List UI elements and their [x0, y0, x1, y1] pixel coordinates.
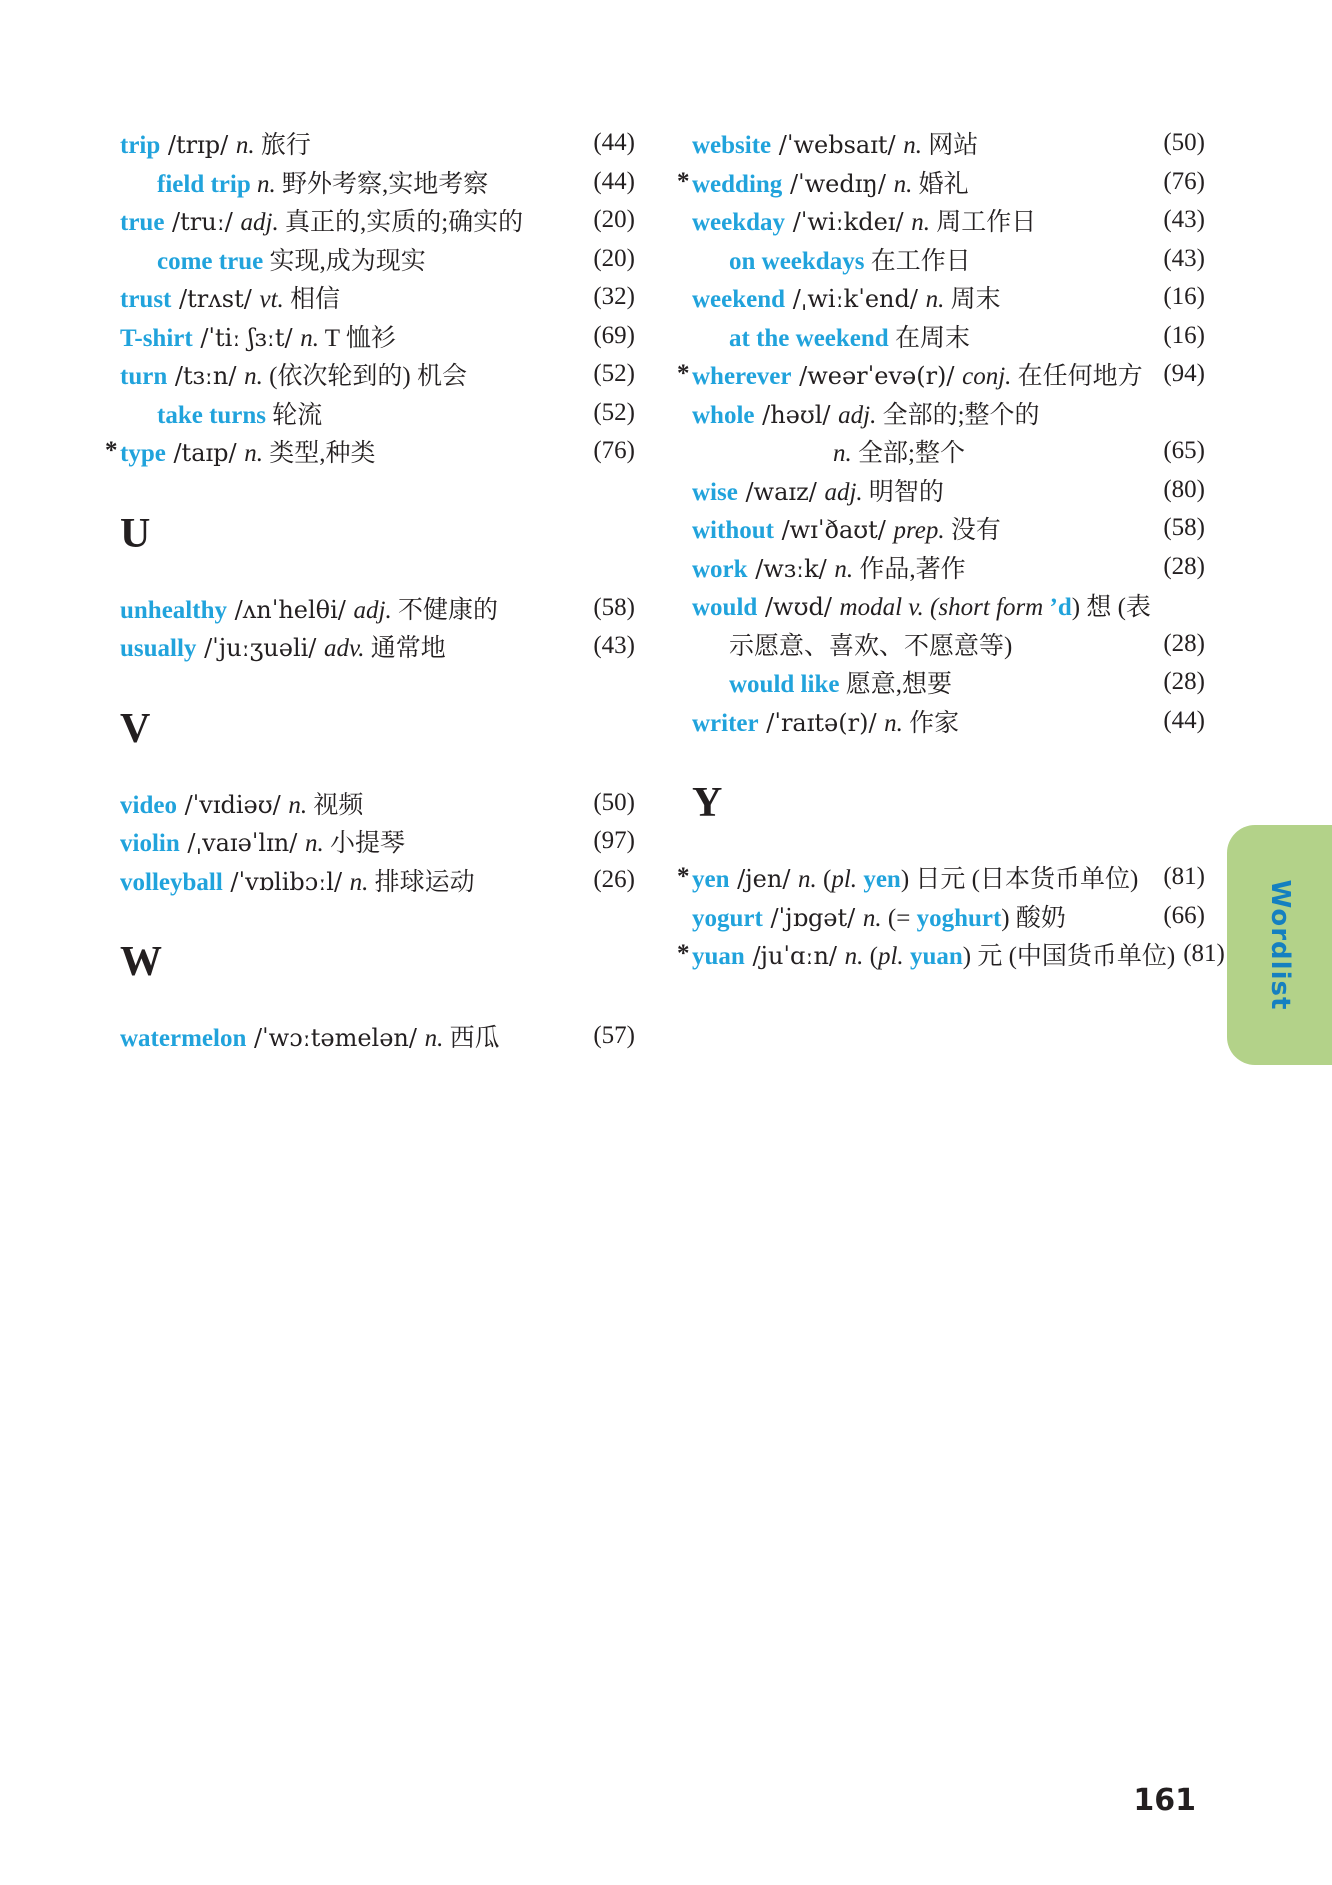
entry-text: wherever /weərˈevə(r)/ conj. 在任何地方: [692, 362, 1143, 391]
page-ref: (81): [1163, 863, 1205, 891]
wordlist-entry: [120, 784, 635, 823]
wordlist-entry: [120, 317, 635, 356]
page-ref: (32): [593, 283, 635, 311]
page-ref: (81): [1183, 940, 1225, 968]
page-ref: (16): [1163, 321, 1205, 349]
entry-text: trip /trɪp/ n. 旅行: [120, 131, 311, 160]
wordlist-entry: [120, 822, 635, 861]
asterisk-marker: *: [677, 940, 690, 968]
wordlist-entry: [105, 432, 635, 471]
wordlist-entry: [692, 278, 1205, 317]
wordlist-entry: [692, 663, 1205, 702]
page-ref: (58): [1163, 514, 1205, 542]
entry-text: website /ˈwebsaɪt/ n. 网站: [692, 131, 979, 160]
wordlist-entry: [692, 471, 1205, 510]
wordlist-entry: [120, 394, 635, 433]
asterisk-marker: *: [677, 863, 690, 891]
entry-text: without /wɪˈðaʊt/ prep. 没有: [692, 516, 1001, 545]
page-ref: (58): [593, 593, 635, 621]
entry-text: work /wɜːk/ n. 作品,著作: [692, 554, 966, 583]
entry-text: unhealthy /ʌnˈhelθi/ adj. 不健康的: [120, 595, 498, 624]
wordlist-entry: [120, 124, 635, 163]
entry-text: whole /həʊl/ adj. 全部的;整个的: [692, 400, 1040, 429]
entry-text: wedding /ˈwedɪŋ/ n. 婚礼: [692, 169, 969, 198]
page-ref: (52): [593, 360, 635, 388]
entry-text: come true 实现,成为现实: [157, 247, 426, 275]
entry-text: T-shirt /ˈtiː ʃɜːt/ n. T 恤衫: [120, 323, 396, 352]
page-ref: (28): [1163, 629, 1205, 657]
wordlist-entry: [692, 201, 1205, 240]
wordlist-entry: [692, 897, 1205, 936]
entry-text: watermelon /ˈwɔːtəmelən/ n. 西瓜: [120, 1024, 500, 1053]
wordlist-entry: [692, 124, 1205, 163]
entry-text: true /truː/ adj. 真正的,实质的;确实的: [120, 208, 524, 237]
left-column: [105, 124, 635, 1056]
page-ref: (50): [593, 788, 635, 816]
entry-text: yen /jen/ n. (pl. yen) 日元 (日本货币单位): [692, 865, 1139, 894]
page-ref: (97): [593, 827, 635, 855]
asterisk-marker: *: [105, 437, 118, 465]
wordlist-entry: [120, 240, 635, 279]
wordlist-entry: [120, 201, 635, 240]
wordlist-entry: [120, 627, 635, 666]
wordlist-entry: [120, 589, 635, 628]
page-ref: (20): [593, 244, 635, 272]
entry-text: yogurt /ˈjɒgət/ n. (= yoghurt) 酸奶: [692, 903, 1066, 932]
entry-text: wise /waɪz/ adj. 明智的: [692, 477, 944, 506]
wordlist-entry: [120, 278, 635, 317]
page-ref: (65): [1163, 437, 1205, 465]
wordlist-entry: [120, 163, 635, 202]
page-ref: (69): [593, 321, 635, 349]
wordlist-entry: [120, 1017, 635, 1056]
wordlist-entry: [677, 163, 1205, 202]
wordlist-entry: [692, 432, 1205, 471]
wordlist-entry: [677, 858, 1205, 897]
entry-text: at the weekend 在周末: [729, 324, 970, 352]
entry-text: weekday /ˈwiːkdeɪ/ n. 周工作日: [692, 208, 1037, 237]
page-ref: (20): [593, 206, 635, 234]
page-ref: (76): [593, 437, 635, 465]
page-ref: (44): [593, 129, 635, 157]
entry-text: field trip n. 野外考察,实地考察: [157, 170, 489, 198]
asterisk-marker: *: [677, 167, 690, 195]
wordlist-entry: [677, 355, 1205, 394]
page-ref: (80): [1163, 475, 1205, 503]
wordlist-entry: [677, 935, 1225, 974]
wordlist-entry: [120, 861, 635, 900]
entry-text: video /ˈvɪdiəʊ/ n. 视频: [120, 790, 364, 819]
page-ref: (28): [1163, 668, 1205, 696]
wordlist-tab: [1227, 825, 1332, 1065]
page-ref: (57): [593, 1022, 635, 1050]
page-number: 161: [1133, 1783, 1196, 1818]
entry-text: would /wʊd/ modal v. (short form ’d) 想 (表: [692, 593, 1151, 622]
wordlist-entry: [120, 355, 635, 394]
entry-text: 示愿意、喜欢、不愿意等): [729, 632, 1013, 660]
entry-text: volleyball /ˈvɒlibɔːl/ n. 排球运动: [120, 867, 475, 896]
section-letter-Y: Y: [692, 780, 723, 826]
page-ref: (44): [593, 167, 635, 195]
entry-text: writer /ˈraɪtə(r)/ n. 作家: [692, 708, 960, 737]
page-ref: (94): [1163, 360, 1205, 388]
entry-text: violin /ˌvaɪəˈlɪn/ n. 小提琴: [120, 829, 405, 858]
entry-text: take turns 轮流: [157, 401, 323, 429]
page-ref: (52): [593, 398, 635, 426]
entry-text: trust /trʌst/ vt. 相信: [120, 285, 341, 314]
wordlist-tab-label: Wordlist: [1264, 879, 1295, 1011]
wordlist-entry: [692, 702, 1205, 741]
section-letter-V: V: [120, 705, 151, 752]
page-ref: (76): [1163, 167, 1205, 195]
entry-text: usually /ˈjuːʒuəli/ adv. 通常地: [120, 634, 446, 663]
page-ref: (43): [1163, 244, 1205, 272]
entry-text: would like 愿意,想要: [729, 671, 952, 699]
wordlist-entry: [692, 509, 1205, 548]
entry-text: turn /tɜːn/ n. (依次轮到的) 机会: [120, 362, 467, 391]
page-ref: (44): [1163, 706, 1205, 734]
wordlist-entry: [692, 548, 1205, 587]
wordlist-entry: [692, 625, 1205, 664]
page-ref: (66): [1163, 901, 1205, 929]
page-ref: (16): [1163, 283, 1205, 311]
section-letter-U: U: [120, 510, 151, 557]
asterisk-marker: *: [677, 360, 690, 388]
wordlist-entry: [692, 586, 1205, 625]
page-ref: (28): [1163, 552, 1205, 580]
entry-text: on weekdays 在工作日: [729, 247, 971, 275]
wordlist-entry: [692, 240, 1205, 279]
entry-text: yuan /juˈɑːn/ n. (pl. yuan) 元 (中国货币单位): [692, 942, 1176, 971]
entry-text: n. 全部;整个: [833, 440, 965, 468]
page-ref: (26): [593, 865, 635, 893]
page-ref: (43): [1163, 206, 1205, 234]
page-ref: (43): [593, 632, 635, 660]
section-letter-W: W: [120, 939, 162, 985]
wordlist-entry: [692, 317, 1205, 356]
right-column: [677, 124, 1225, 974]
entry-text: type /taɪp/ n. 类型,种类: [120, 439, 376, 468]
entry-text: weekend /ˌwiːkˈend/ n. 周末: [692, 285, 1001, 314]
wordlist-entry: [692, 394, 1205, 433]
page-ref: (50): [1163, 129, 1205, 157]
